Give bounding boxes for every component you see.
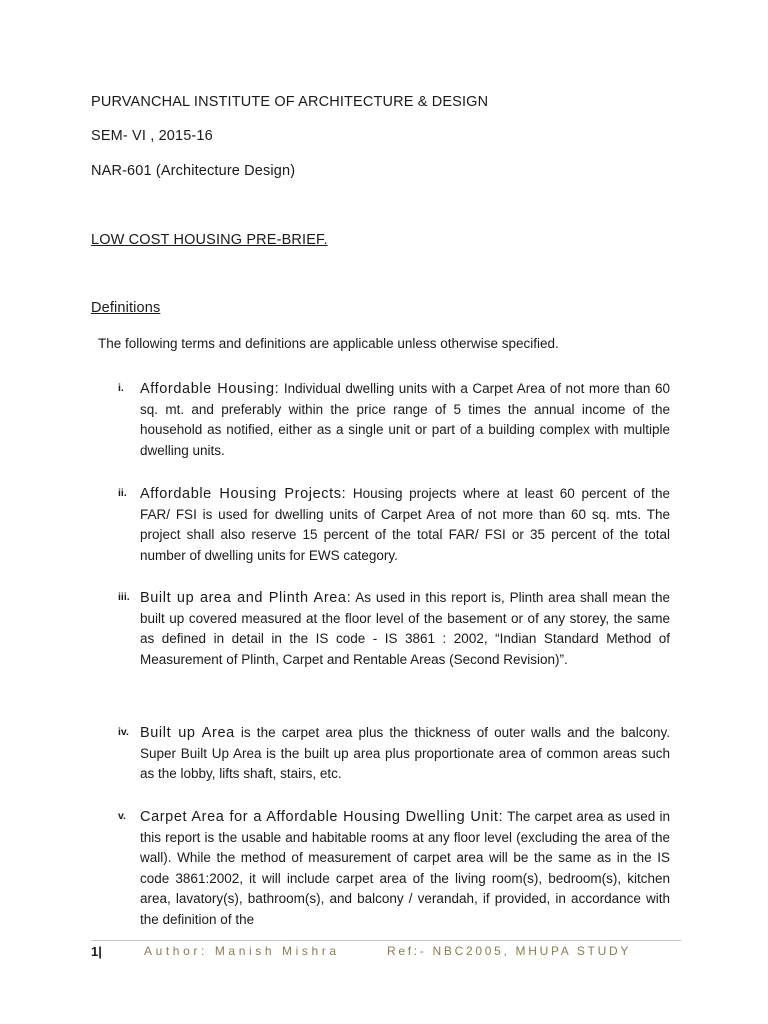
item-text: is the carpet area plus the thickness of outer walls and the balcony. Super Built Up Area is the built up area plus proportionate area of common areas such as the lobby, lifts shaft, stairs, etc. [140, 725, 670, 781]
footer-author: Author: Manish Mishra [144, 944, 340, 958]
semester-line: SEM- VI , 2015-16 [91, 128, 213, 144]
page-number: 1| [91, 944, 102, 959]
intro-paragraph: The following terms and definitions are applicable unless otherwise specified. [98, 336, 559, 351]
item-term: Built up Area [140, 725, 235, 741]
footer-divider [91, 940, 681, 941]
item-number: iii. [118, 591, 130, 603]
definition-item [118, 484, 670, 566]
item-text: As used in this report is, Plinth area shall mean the built up covered measured at the floor level of the basement or of any storey, the same as defined in detail in the IS code - IS 3861 : 2002, “Indian Standard Method of Measurement of Plinth, Carpet and Rentable Areas (Second Revision)”. [140, 590, 670, 667]
institute-name: PURVANCHAL INSTITUTE OF ARCHITECTURE & DESIGN [91, 94, 489, 110]
item-text: The carpet area as used in this report is the usable and habitable rooms at any floor level (excluding the area of the wall). While the method of measurement of carpet area will be the same as in the IS code 3861:2002, it will include carpet area of the living room(s), bedroom(s), kitchen area, lavatory(s), bathroom(s), and balcony / verandah, if provided, in accordance with the definition of the [140, 809, 670, 927]
item-term: Carpet Area for a Affordable Housing Dwelling Unit: [140, 809, 504, 825]
item-body [140, 379, 670, 461]
item-text: Housing projects where at least 60 percent of the FAR/ FSI is used for dwelling units of Carpet Area of not more than 60 sq. mts. The project shall also reserve 15 percent of the total FAR/ FSI or 35 percent of the total number of dwelling units for EWS category. [140, 486, 670, 563]
item-term: Affordable Housing Projects: [140, 486, 347, 502]
item-body [140, 588, 670, 670]
course-line: NAR-601 (Architecture Design) [91, 163, 296, 179]
section-heading: Definitions [91, 300, 161, 316]
definition-item [118, 807, 670, 930]
item-number: v. [118, 810, 126, 822]
document-title: LOW COST HOUSING PRE-BRIEF. [91, 232, 328, 248]
item-text: Individual dwelling units with a Carpet Area of not more than 60 sq. mt. and preferably within the price range of 5 times the annual income of the household as notified, either as a single unit or part of a building complex with multiple dwelling units. [140, 381, 670, 458]
item-term: Built up area and Plinth Area: [140, 590, 352, 606]
item-term: Affordable Housing: [140, 381, 280, 397]
item-number: iv. [118, 726, 129, 738]
item-body [140, 807, 670, 930]
item-number: ii. [118, 487, 127, 499]
definition-item [118, 723, 670, 785]
definition-item [118, 588, 670, 670]
footer-reference: Ref:- NBC2005, MHUPA STUDY [387, 944, 632, 958]
definition-item [118, 379, 670, 461]
item-body [140, 484, 670, 566]
item-number: i. [118, 382, 124, 394]
item-body [140, 723, 670, 785]
